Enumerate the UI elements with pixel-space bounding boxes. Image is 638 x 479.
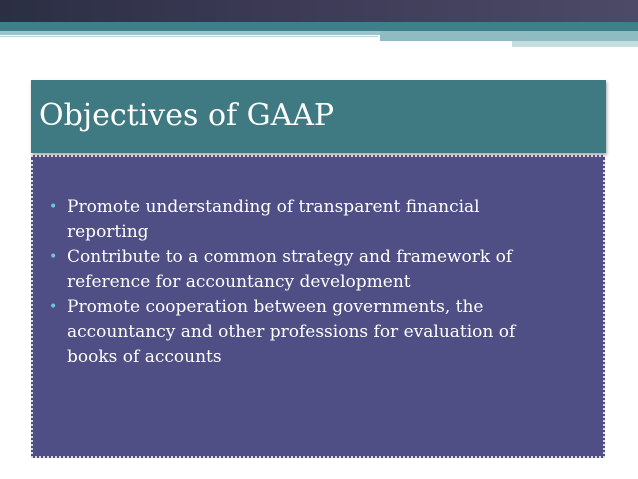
bullet-icon: •: [49, 299, 58, 315]
bullet-list: [43, 195, 563, 370]
bullet-icon: •: [49, 249, 58, 265]
top-decorative-bar: [0, 0, 638, 22]
bullet-icon: •: [49, 199, 58, 215]
pale-stripe-right: [512, 41, 638, 47]
bullet-item: [43, 195, 563, 245]
bullet-item: [43, 295, 563, 370]
light-stripe-left: [0, 31, 380, 35]
slide-title: Objectives of GAAP: [39, 98, 335, 133]
bullet-text: Contribute to a common strategy and framework of reference for accountancy development: [67, 247, 513, 292]
bullet-text: Promote cooperation between governments, the accountancy and other professions for evaluation of books of accounts: [67, 297, 516, 367]
bullet-item: [43, 245, 563, 295]
bullet-text: Promote understanding of transparent financial reporting: [67, 197, 480, 242]
teal-stripe: [0, 22, 638, 31]
light-stripe-right: [380, 31, 638, 41]
thin-stripe: [0, 36, 378, 37]
content-box: [31, 155, 605, 458]
title-box: [31, 80, 606, 153]
